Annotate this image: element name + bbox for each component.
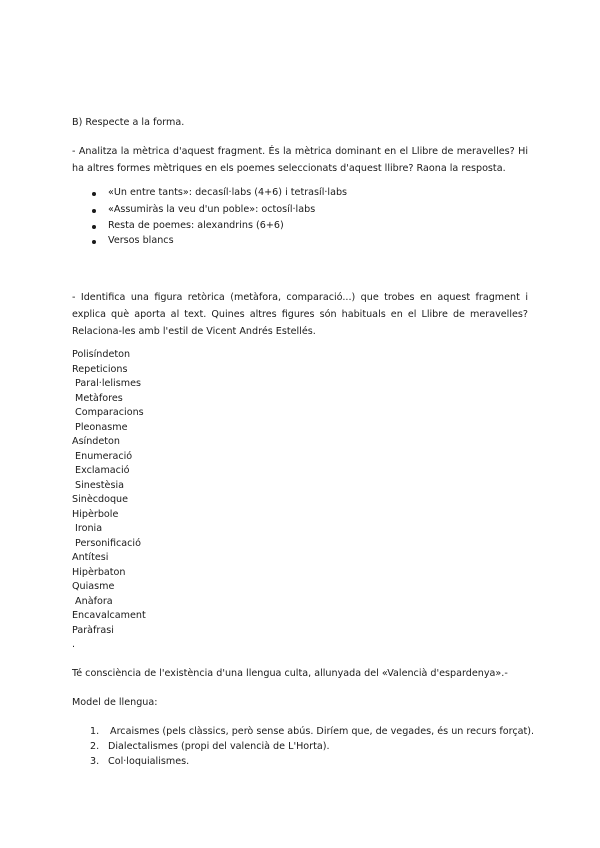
bullet-icon [92, 240, 96, 244]
question-metrics: - Analitza la mètrica d'aquest fragment. És la mètrica dominant en el Llibre de meravelles? Hi ha altres formes mètriques en els poemes seleccionats d'aquest llibre? Raona la resposta. [72, 146, 528, 174]
model-item: Dialectalismes (propi del valencià de L'Horta). [108, 741, 330, 752]
figure-item: Asíndeton [72, 436, 121, 447]
figure-item: Hipèrbaton [72, 567, 126, 578]
figure-item: Anàfora [72, 596, 113, 607]
question-rhetoric: - Identifica una figura retòrica (metàfora, comparació...) que trobes en aquest fragment i explica què aporta al text. Quines altres figures són habituals en el Llibre de meravelles? Relaciona-les amb l'estil de Vicent Andrés Estellés. [72, 292, 528, 337]
figure-item: Paràfrasi [72, 625, 114, 636]
bullet-item: «Assumiràs la veu d'un poble»: octosíl·labs [108, 204, 316, 215]
figure-item: Personificació [72, 538, 141, 549]
figure-item: Pleonasme [72, 422, 128, 433]
figure-item: Repeticions [72, 364, 128, 375]
list-number: 2. [90, 741, 100, 752]
figure-item: Quiasme [72, 581, 115, 592]
bullet-item: «Un entre tants»: decasíl·labs (4+6) i tetrasíl·labs [108, 187, 348, 198]
figure-item: . [72, 639, 76, 650]
model-item: Arcaismes (pels clàssics, però sense abús. Diríem que, de vegades, és un recurs forçat). [110, 726, 535, 737]
list-number: 3. [90, 756, 100, 767]
bullet-item: Versos blancs [108, 235, 174, 246]
figure-item: Paral·lelismes [72, 378, 141, 389]
figure-item: Ironia [72, 523, 103, 534]
figure-item: Enumeració [72, 451, 133, 462]
figure-item: Polisíndeton [72, 349, 131, 360]
bullet-item: Resta de poemes: alexandrins (6+6) [108, 220, 284, 231]
figure-item: Comparacions [72, 407, 144, 418]
bullet-icon [92, 225, 96, 229]
figure-item: Encavalcament [72, 610, 146, 621]
model-heading: Model de llengua: [72, 697, 158, 708]
section-b-heading: B) Respecte a la forma. [72, 117, 185, 128]
figure-item: Antítesi [72, 552, 109, 563]
list-number: 1. [90, 726, 100, 737]
model-item: Col·loquialismes. [108, 756, 190, 767]
bullet-icon [92, 209, 96, 213]
figure-item: Exclamació [72, 465, 130, 476]
bullet-icon [92, 192, 96, 196]
figure-item: Sinècdoque [72, 494, 129, 505]
figure-item: Sinestèsia [72, 480, 124, 491]
consciencia-paragraph: Té consciència de l'existència d'una llengua culta, allunyada del «Valencià d'espardenya».- [72, 668, 508, 679]
figure-item: Hipèrbole [72, 509, 119, 520]
figure-item: Metàfores [72, 393, 123, 404]
